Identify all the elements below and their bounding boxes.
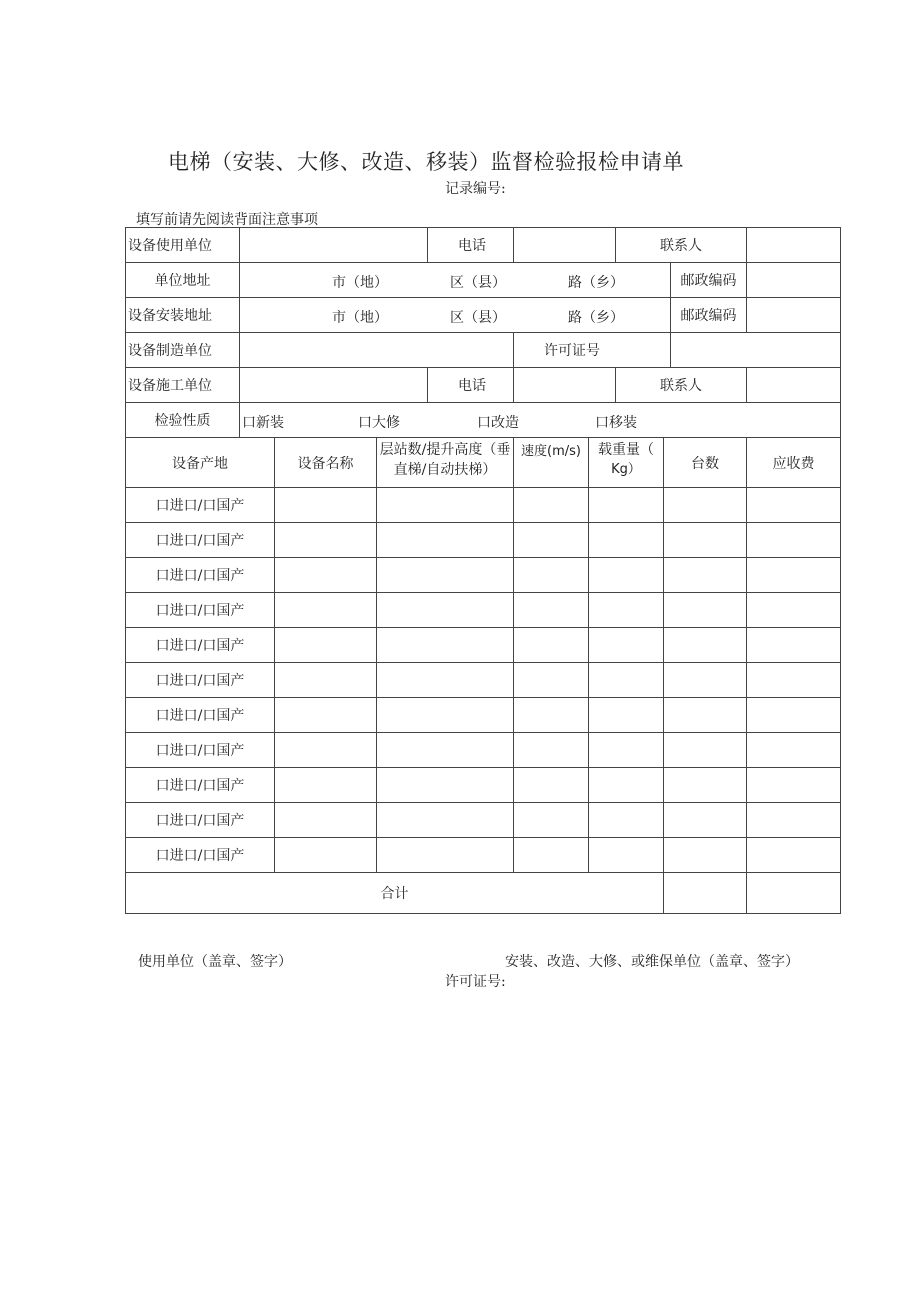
cell-fee[interactable]	[747, 768, 841, 803]
field-install-address[interactable]	[240, 298, 671, 333]
total-label: 合计	[126, 873, 664, 914]
table-row	[126, 523, 841, 558]
table-row	[126, 698, 841, 733]
permit-number-label: 许可证号:	[445, 974, 506, 990]
cell-floors[interactable]	[377, 663, 514, 698]
cell-fee[interactable]	[747, 803, 841, 838]
cell-floors[interactable]	[377, 733, 514, 768]
cell-count[interactable]	[664, 733, 747, 768]
cell-speed[interactable]	[514, 488, 589, 523]
field-maker-unit[interactable]	[240, 333, 514, 368]
cell-origin[interactable]: 口进口/口国产	[126, 558, 275, 593]
cell-count[interactable]	[664, 698, 747, 733]
cell-name[interactable]	[275, 733, 377, 768]
table-row	[126, 558, 841, 593]
table-row	[126, 803, 841, 838]
cell-fee[interactable]	[747, 698, 841, 733]
cell-count[interactable]	[664, 628, 747, 663]
table-row	[126, 488, 841, 523]
cell-count[interactable]	[664, 663, 747, 698]
cell-floors[interactable]	[377, 838, 514, 873]
cell-count[interactable]	[664, 593, 747, 628]
table-row	[126, 838, 841, 873]
addr-district: 区（县）	[450, 275, 506, 291]
cell-origin[interactable]: 口进口/口国产	[126, 838, 275, 873]
label-phone: 电话	[428, 228, 514, 263]
cell-speed[interactable]	[514, 558, 589, 593]
cell-origin[interactable]: 口进口/口国产	[126, 733, 275, 768]
cell-count[interactable]	[664, 768, 747, 803]
addr-road: 路（乡）	[568, 310, 624, 326]
cell-speed[interactable]	[514, 803, 589, 838]
cell-floors[interactable]	[377, 803, 514, 838]
cell-origin[interactable]: 口进口/口国产	[126, 663, 275, 698]
label-phone: 电话	[428, 368, 514, 403]
cell-speed[interactable]	[514, 698, 589, 733]
checkbox-overhaul[interactable]: 口大修	[358, 415, 400, 431]
cell-origin[interactable]: 口进口/口国产	[126, 488, 275, 523]
addr-city: 市（地）	[332, 310, 388, 326]
addr-road: 路（乡）	[568, 275, 624, 291]
label-inspect-nature: 检验性质	[126, 403, 240, 438]
row-install-address	[126, 298, 841, 333]
cell-fee[interactable]	[747, 558, 841, 593]
cell-speed[interactable]	[514, 663, 589, 698]
label-install-address: 设备安装地址	[126, 298, 240, 333]
inspect-nature-options	[240, 403, 841, 438]
label-postal: 邮政编码	[671, 298, 747, 333]
header-speed: 速度(m/s)	[514, 438, 589, 488]
checkbox-modify[interactable]: 口改造	[477, 415, 519, 431]
cell-count[interactable]	[664, 803, 747, 838]
cell-name[interactable]	[275, 628, 377, 663]
header-origin: 设备产地	[126, 438, 275, 488]
cell-name[interactable]	[275, 838, 377, 873]
cell-name[interactable]	[275, 523, 377, 558]
label-contact: 联系人	[616, 228, 747, 263]
row-inspect-nature	[126, 403, 841, 438]
total-count[interactable]	[664, 873, 747, 914]
table-row	[126, 628, 841, 663]
cell-load[interactable]	[589, 488, 664, 523]
field-unit-address[interactable]	[240, 263, 671, 298]
header-floors-line2: 直梯/自动扶梯）	[393, 462, 497, 478]
cell-fee[interactable]	[747, 593, 841, 628]
addr-district: 区（县）	[450, 310, 506, 326]
cell-fee[interactable]	[747, 838, 841, 873]
cell-origin[interactable]: 口进口/口国产	[126, 698, 275, 733]
cell-load[interactable]	[589, 838, 664, 873]
cell-name[interactable]	[275, 558, 377, 593]
cell-floors[interactable]	[377, 523, 514, 558]
field-construct-contact[interactable]	[747, 368, 841, 403]
cell-floors[interactable]	[377, 558, 514, 593]
cell-load[interactable]	[589, 803, 664, 838]
field-license-no[interactable]	[671, 333, 841, 368]
user-unit-signature: 使用单位（盖章、签字）	[138, 954, 292, 970]
table-row	[126, 768, 841, 803]
header-name: 设备名称	[275, 438, 377, 488]
cell-load[interactable]	[589, 768, 664, 803]
table-row	[126, 593, 841, 628]
cell-count[interactable]	[664, 488, 747, 523]
row-unit-address	[126, 263, 841, 298]
cell-name[interactable]	[275, 698, 377, 733]
cell-count[interactable]	[664, 838, 747, 873]
addr-city: 市（地）	[332, 275, 388, 291]
cell-origin[interactable]: 口进口/口国产	[126, 628, 275, 663]
cell-speed[interactable]	[514, 628, 589, 663]
label-construct-unit: 设备施工单位	[126, 368, 240, 403]
cell-load[interactable]	[589, 628, 664, 663]
label-postal: 邮政编码	[671, 263, 747, 298]
cell-name[interactable]	[275, 768, 377, 803]
cell-count[interactable]	[664, 523, 747, 558]
checkbox-relocate[interactable]: 口移装	[595, 415, 637, 431]
cell-name[interactable]	[275, 803, 377, 838]
field-contact[interactable]	[747, 228, 841, 263]
label-maker-unit: 设备制造单位	[126, 333, 240, 368]
label-user-unit: 设备使用单位	[126, 228, 240, 263]
cell-origin[interactable]: 口进口/口国产	[126, 768, 275, 803]
checkbox-new-install[interactable]: 口新装	[242, 415, 284, 431]
cell-load[interactable]	[589, 663, 664, 698]
cell-speed[interactable]	[514, 593, 589, 628]
cell-name[interactable]	[275, 488, 377, 523]
cell-speed[interactable]	[514, 838, 589, 873]
cell-origin[interactable]: 口进口/口国产	[126, 593, 275, 628]
field-install-postal[interactable]	[747, 298, 841, 333]
cell-load[interactable]	[589, 558, 664, 593]
cell-speed[interactable]	[514, 768, 589, 803]
cell-count[interactable]	[664, 558, 747, 593]
header-load	[589, 438, 664, 488]
row-construct-unit	[126, 368, 841, 403]
cell-load[interactable]	[589, 733, 664, 768]
equipment-header-row	[126, 438, 841, 488]
table-row	[126, 733, 841, 768]
header-floors-line1: 层站数/提升高度（垂	[379, 442, 511, 458]
cell-fee[interactable]	[747, 733, 841, 768]
cell-load[interactable]	[589, 523, 664, 558]
header-floors	[377, 438, 514, 488]
cell-fee[interactable]	[747, 523, 841, 558]
header-load-line2: Kg）	[611, 462, 641, 477]
cell-floors[interactable]	[377, 488, 514, 523]
record-number-label: 记录编号:	[445, 181, 506, 197]
row-maker-unit	[126, 333, 841, 368]
installer-signature: 安装、改造、大修、或维保单位（盖章、签字）	[505, 954, 799, 970]
cell-load[interactable]	[589, 593, 664, 628]
total-fee[interactable]	[747, 873, 841, 914]
label-unit-address: 单位地址	[126, 263, 240, 298]
header-fee: 应收费	[747, 438, 841, 488]
cell-fee[interactable]	[747, 663, 841, 698]
cell-floors[interactable]	[377, 593, 514, 628]
cell-name[interactable]	[275, 663, 377, 698]
cell-floors[interactable]	[377, 698, 514, 733]
field-construct-phone[interactable]	[514, 368, 616, 403]
cell-fee[interactable]	[747, 628, 841, 663]
application-form-table	[125, 227, 841, 914]
field-user-unit[interactable]	[240, 228, 428, 263]
table-row	[126, 663, 841, 698]
header-load-line1: 载重量（	[598, 442, 655, 458]
cell-speed[interactable]	[514, 523, 589, 558]
field-phone[interactable]	[514, 228, 616, 263]
field-construct-unit[interactable]	[240, 368, 428, 403]
cell-speed[interactable]	[514, 733, 589, 768]
cell-load[interactable]	[589, 698, 664, 733]
cell-origin[interactable]: 口进口/口国产	[126, 523, 275, 558]
cell-fee[interactable]	[747, 488, 841, 523]
cell-floors[interactable]	[377, 768, 514, 803]
form-title: 电梯（安装、大修、改造、移装）监督检验报检申请单	[168, 150, 684, 174]
cell-floors[interactable]	[377, 628, 514, 663]
cell-origin[interactable]: 口进口/口国产	[126, 803, 275, 838]
notice-text: 填写前请先阅读背面注意事项	[136, 212, 318, 228]
cell-name[interactable]	[275, 593, 377, 628]
header-count: 台数	[664, 438, 747, 488]
total-row	[126, 873, 841, 914]
field-postal[interactable]	[747, 263, 841, 298]
label-contact: 联系人	[616, 368, 747, 403]
label-license-no: 许可证号	[514, 333, 671, 368]
row-user-unit	[126, 228, 841, 263]
